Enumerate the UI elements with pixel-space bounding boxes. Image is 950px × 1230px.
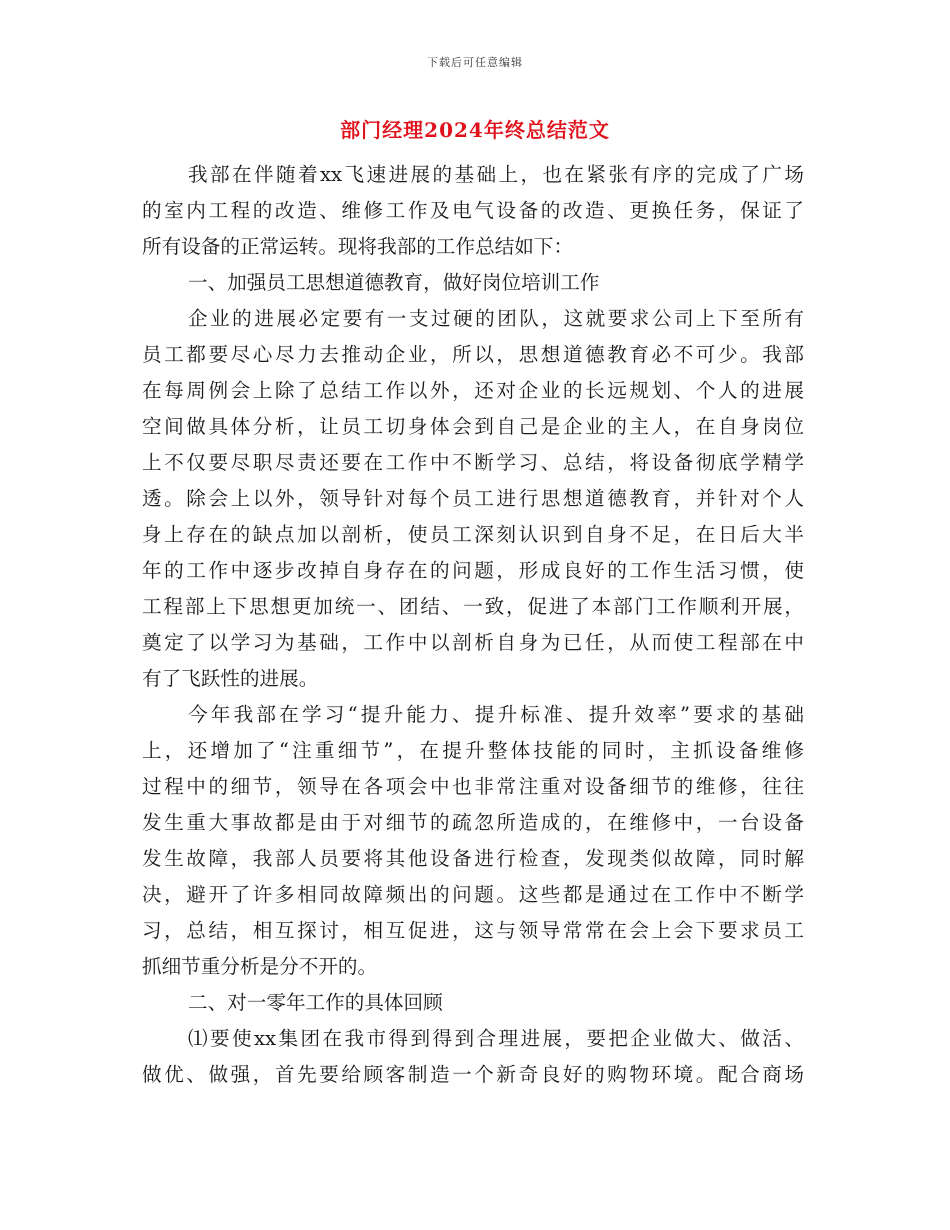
text-line: 透。除会上以外，领导针对每个员工进行思想道德教育，并针对个人 — [142, 487, 804, 510]
text-line: 工程部上下思想更加统一、团结、一致，促进了本部门工作顺利开展， — [142, 595, 804, 618]
document-body — [142, 157, 804, 1093]
text-line: 我部在伴随着xx飞速进展的基础上，也在紧张有序的完成了广场 — [188, 163, 804, 186]
header-note: 下载后可任意编辑 — [427, 56, 523, 69]
text-line: 上，还增加了“注重细节”，在提升整体技能的同时，主抓设备维修 — [142, 739, 804, 762]
text-line: 决，避开了许多相同故障频出的问题。这些都是通过在工作中不断学 — [142, 883, 804, 906]
document-title: 部门经理2024年终总结范文 — [340, 118, 610, 142]
text-line: 一、加强员工思想道德教育，做好岗位培训工作 — [188, 271, 600, 294]
text-line: 做优、做强，首先要给顾客制造一个新奇良好的购物环境。配合商场 — [142, 1063, 804, 1086]
paragraph-section-1-para-2 — [142, 697, 804, 985]
paragraph-section-1-para-1 — [142, 301, 804, 697]
text-line: 企业的进展必定要有一支过硬的团队，这就要求公司上下至所有 — [188, 307, 804, 330]
text-line: 抓细节重分析是分不开的。 — [142, 955, 378, 978]
text-line: 上不仅要尽职尽责还要在工作中不断学习、总结，将设备彻底学精学 — [142, 451, 804, 474]
text-line: 发生故障，我部人员要将其他设备进行检查，发现类似故障，同时解 — [142, 847, 804, 870]
paragraph-section-2-para-1 — [142, 1021, 804, 1093]
text-line: 在每周例会上除了总结工作以外，还对企业的长远规划、个人的进展 — [142, 379, 804, 402]
text-line: 奠定了以学习为基础，工作中以剖析自身为已任，从而使工程部在中 — [142, 631, 804, 654]
text-line: 有了飞跃性的进展。 — [142, 667, 319, 690]
text-line: 过程中的细节，领导在各项会中也非常注重对设备细节的维修，往往 — [142, 775, 804, 798]
paragraph-heading-2 — [142, 985, 804, 1021]
paragraph-intro — [142, 157, 804, 265]
text-line: 今年我部在学习“提升能力、提升标准、提升效率”要求的基础 — [188, 703, 804, 726]
text-line: 身上存在的缺点加以剖析，使员工深刻认识到自身不足，在日后大半 — [142, 523, 804, 546]
text-line: 年的工作中逐步改掉自身存在的问题，形成良好的工作生活习惯，使 — [142, 559, 804, 582]
text-line: 发生重大事故都是由于对细节的疏忽所造成的，在维修中，一台设备 — [142, 811, 804, 834]
text-line: 空间做具体分析，让员工切身体会到自己是企业的主人，在自身岗位 — [142, 415, 804, 438]
text-line: 所有设备的正常运转。现将我部的工作总结如下： — [142, 235, 574, 258]
text-line: 二、对一零年工作的具体回顾 — [188, 991, 443, 1014]
text-line: 习，总结，相互探讨，相互促进，这与领导常常在会上会下要求员工 — [142, 919, 804, 942]
paragraph-heading-1 — [142, 265, 804, 301]
text-line: 的室内工程的改造、维修工作及电气设备的改造、更换任务，保证了 — [142, 199, 804, 222]
text-line: 员工都要尽心尽力去推动企业，所以，思想道德教育必不可少。我部 — [142, 343, 804, 366]
text-line: ⑴要使xx集团在我市得到得到合理进展，要把企业做大、做活、 — [188, 1027, 804, 1050]
